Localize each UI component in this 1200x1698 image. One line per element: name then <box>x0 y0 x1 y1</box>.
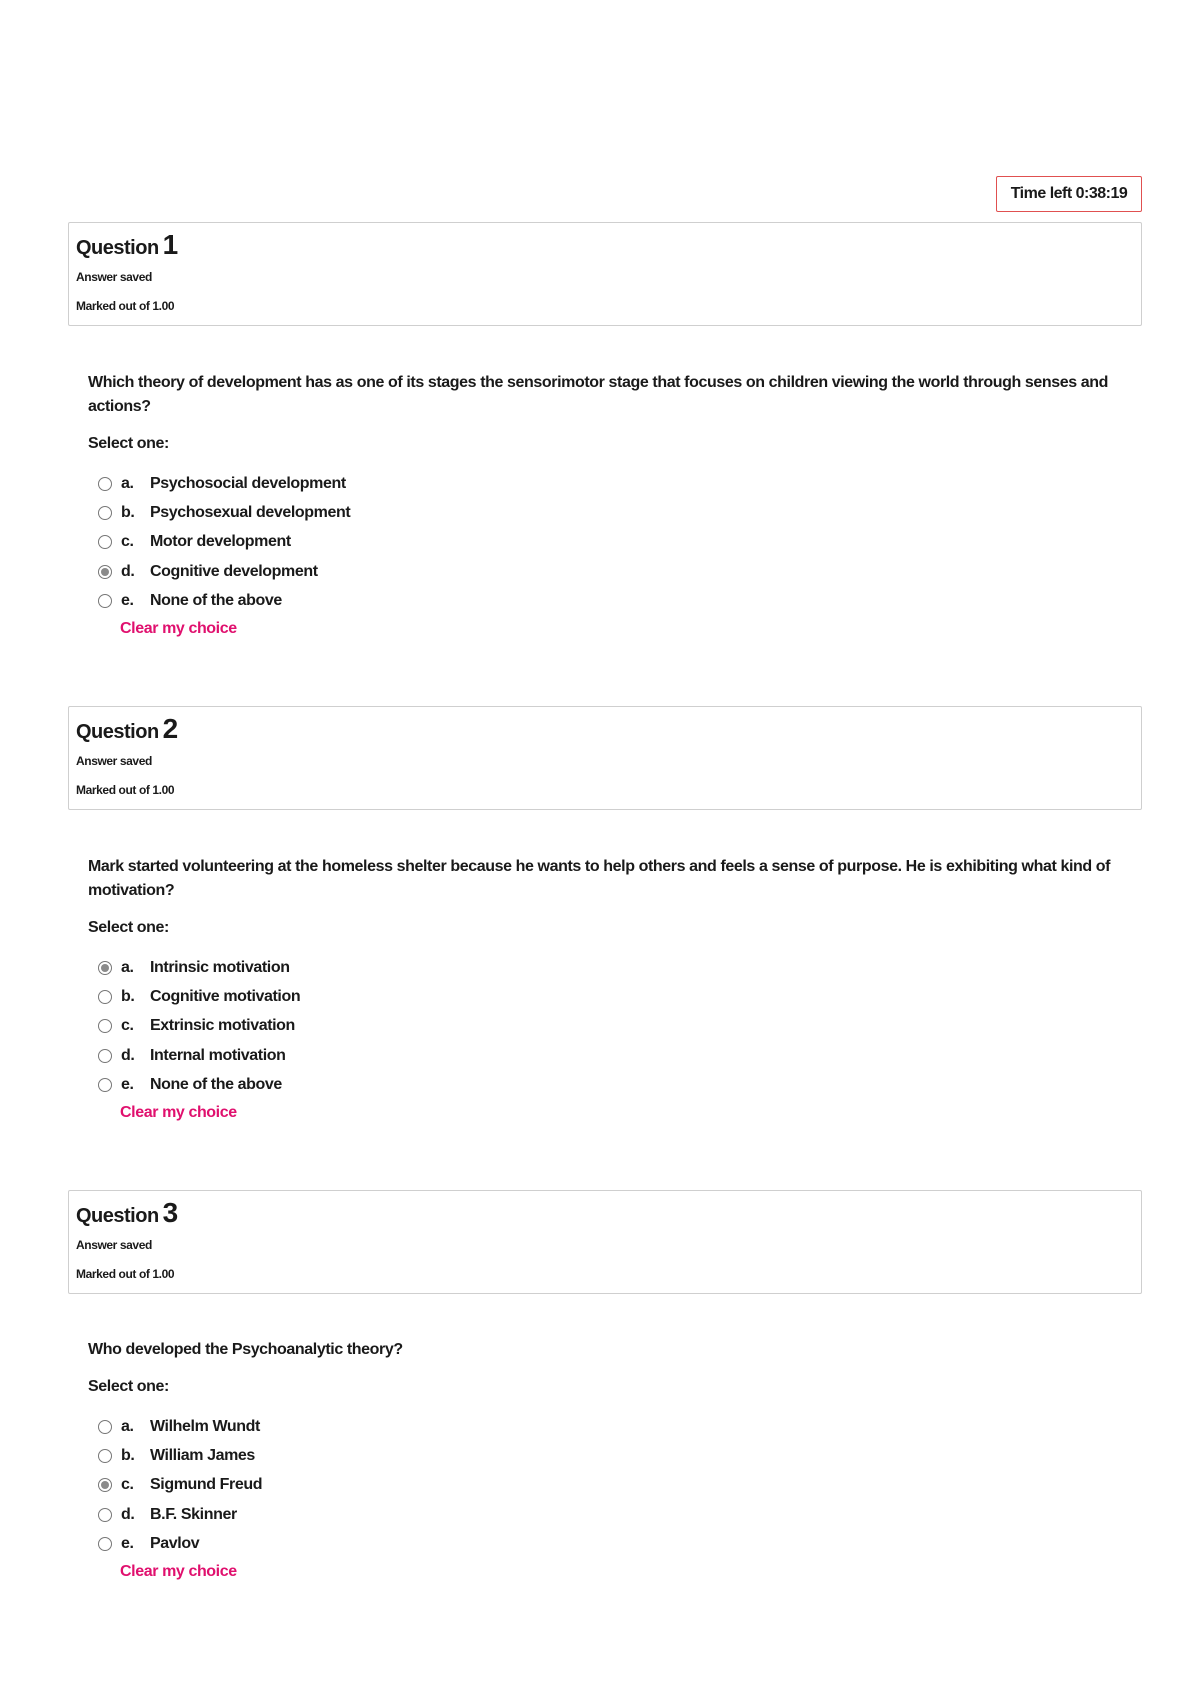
question-1-text: Which theory of development has as one of its stages the sensorimotor stage that focuses on children viewing the world through senses and actions? <box>88 374 1109 415</box>
question-2-text: Mark started volunteering at the homeless shelter because he wants to help others and feels a sense of purpose. He is exhibiting what kind of motivation? <box>88 858 1111 899</box>
question-3-info <box>68 1190 1142 1294</box>
question-3-prompt: Select one: <box>88 1378 169 1395</box>
radio-button[interactable] <box>98 477 112 491</box>
question-3-text: Who developed the Psychoanalytic theory? <box>88 1341 403 1358</box>
question-1-option-b[interactable]: b. Psychosexual development <box>98 498 1128 527</box>
question-2-option-e[interactable]: e. None of the above <box>98 1071 1128 1100</box>
question-2-option-c[interactable]: c. Extrinsic motivation <box>98 1012 1128 1041</box>
question-1-body <box>88 371 1128 638</box>
radio-button[interactable] <box>98 990 112 1004</box>
question-3-option-e[interactable]: e. Pavlov <box>98 1530 1128 1559</box>
question-3-option-d[interactable]: d. B.F. Skinner <box>98 1500 1128 1529</box>
question-3-clear-choice-link[interactable]: Clear my choice <box>120 1562 237 1580</box>
question-3-marks: Marked out of 1.00 <box>76 1267 175 1281</box>
question-3-option-c[interactable]: c. Sigmund Freud <box>98 1471 1128 1500</box>
question-2-marks: Marked out of 1.00 <box>76 783 175 797</box>
radio-button[interactable] <box>98 1478 112 1492</box>
question-1-title: Question 1 <box>76 229 178 260</box>
question-3-status: Answer saved <box>76 1238 152 1252</box>
question-3-body <box>88 1338 1128 1581</box>
question-3-options <box>88 1412 1128 1559</box>
radio-button[interactable] <box>98 535 112 549</box>
radio-button[interactable] <box>98 1537 112 1551</box>
radio-button[interactable] <box>98 506 112 520</box>
time-left-label: Time left <box>1010 185 1072 202</box>
question-3-title: Question 3 <box>76 1197 178 1228</box>
radio-button[interactable] <box>98 961 112 975</box>
question-2-option-b[interactable]: b. Cognitive motivation <box>98 982 1128 1011</box>
radio-button[interactable] <box>98 1508 112 1522</box>
question-2-option-a[interactable]: a. Intrinsic motivation <box>98 953 1128 982</box>
question-2-clear-choice-link[interactable]: Clear my choice <box>120 1103 237 1121</box>
radio-button[interactable] <box>98 1420 112 1434</box>
question-3-option-a[interactable]: a. Wilhelm Wundt <box>98 1412 1128 1441</box>
question-1-status: Answer saved <box>76 270 152 284</box>
radio-button[interactable] <box>98 1019 112 1033</box>
question-1-marks: Marked out of 1.00 <box>76 299 175 313</box>
question-1-option-d[interactable]: d. Cognitive development <box>98 557 1128 586</box>
question-2-status: Answer saved <box>76 754 152 768</box>
question-2-prompt: Select one: <box>88 919 169 936</box>
question-1-option-c[interactable]: c. Motor development <box>98 528 1128 557</box>
radio-button[interactable] <box>98 1078 112 1092</box>
radio-button[interactable] <box>98 594 112 608</box>
question-1-prompt: Select one: <box>88 435 169 452</box>
radio-button[interactable] <box>98 1449 112 1463</box>
question-3-option-b[interactable]: b. William James <box>98 1441 1128 1470</box>
time-left-value: 0:38:19 <box>1075 185 1128 202</box>
question-1-info <box>68 222 1142 326</box>
question-1-option-e[interactable]: e. None of the above <box>98 587 1128 616</box>
question-1-options <box>88 469 1128 616</box>
question-2-info <box>68 706 1142 810</box>
question-1-option-a[interactable]: a. Psychosocial development <box>98 469 1128 498</box>
radio-button[interactable] <box>98 1049 112 1063</box>
time-left-timer <box>996 176 1142 212</box>
question-2-options <box>88 953 1128 1100</box>
radio-button[interactable] <box>98 565 112 579</box>
question-2-title: Question 2 <box>76 713 178 744</box>
question-2-option-d[interactable]: d. Internal motivation <box>98 1041 1128 1070</box>
question-1-clear-choice-link[interactable]: Clear my choice <box>120 619 237 637</box>
question-2-body <box>88 855 1128 1122</box>
